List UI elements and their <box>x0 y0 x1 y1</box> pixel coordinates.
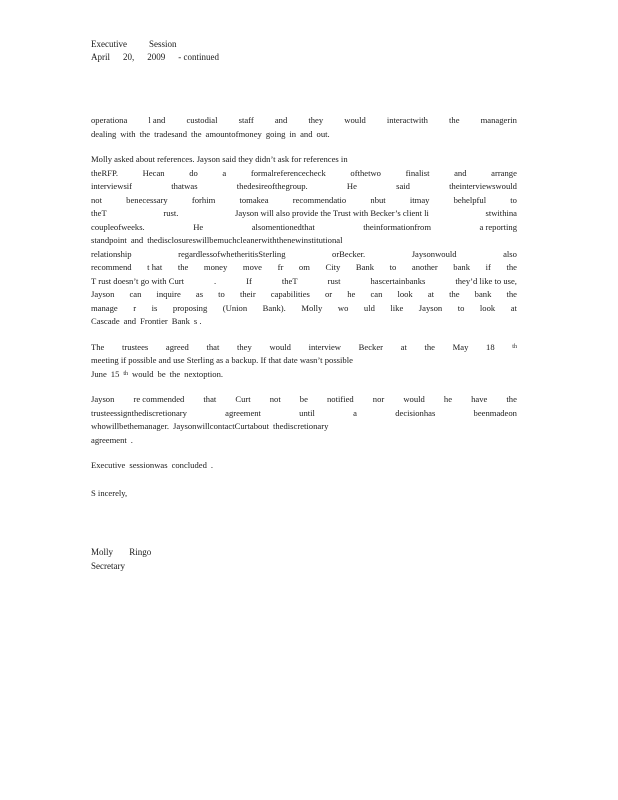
word: Executive <box>91 460 126 470</box>
word: . <box>214 275 217 286</box>
word: forhim <box>191 194 216 205</box>
word: (Union <box>222 302 248 313</box>
text-line <box>91 234 517 248</box>
header-line-1 <box>91 38 219 51</box>
word: that <box>203 394 217 404</box>
word: regardlessofwhetheritisSterling <box>178 248 286 259</box>
paragraph <box>91 487 517 501</box>
word: can <box>370 289 383 299</box>
word: Hecan <box>142 167 165 178</box>
word: whowillbethemanager. <box>91 421 170 431</box>
word: hascertainbanks <box>370 275 426 286</box>
word: interactwith <box>386 115 428 125</box>
word: relationship <box>91 248 132 259</box>
word: T rust doesn’t go with Curt <box>91 275 185 286</box>
text-line <box>91 487 517 501</box>
word: Jayson <box>418 302 443 313</box>
paragraph <box>91 459 517 473</box>
word: rust. <box>163 208 179 218</box>
word: alsomentionedthat <box>251 221 315 232</box>
word: Jayson will also provide the Trust with Becker’s client li <box>234 208 429 218</box>
paragraph <box>91 114 517 141</box>
header-word: 20, <box>123 52 135 62</box>
text-line <box>91 434 517 448</box>
word: recommend <box>91 262 132 272</box>
word: move <box>242 262 262 272</box>
word: a <box>222 167 227 178</box>
text-line <box>91 275 517 289</box>
text-line <box>91 407 517 421</box>
word: would <box>132 368 154 379</box>
word: like <box>390 302 404 313</box>
word: be <box>299 394 308 404</box>
word: the <box>169 368 181 379</box>
word: Bank <box>171 316 190 326</box>
signature-first-name: Molly <box>91 547 114 557</box>
word: l and <box>148 115 166 125</box>
word: recommendatio <box>292 194 347 205</box>
word: bank <box>453 262 470 272</box>
text-line <box>91 167 517 181</box>
word: the <box>177 262 189 272</box>
word: in <box>289 128 297 139</box>
word: to <box>457 302 465 313</box>
word: Curt <box>235 394 251 404</box>
word: they <box>237 341 252 352</box>
word: concluded <box>171 460 207 470</box>
word: thedisclosureswillbemuchcleanerwiththenewinstitutional <box>147 235 343 245</box>
word: would <box>344 115 366 125</box>
word: coupleofweeks. <box>91 221 145 232</box>
word: a <box>353 407 357 418</box>
word: Jaysonwould <box>411 248 457 259</box>
word: the <box>506 289 517 299</box>
word: at <box>510 302 517 313</box>
header-word: April <box>91 52 110 62</box>
word: the <box>506 394 517 404</box>
word: Bank). <box>262 302 286 313</box>
word: theT <box>91 208 107 218</box>
word: bank <box>474 289 492 299</box>
header-word: - continued <box>178 52 219 62</box>
word: they’d like to use, <box>455 275 517 286</box>
word: nor <box>372 394 385 404</box>
word: He <box>346 181 357 191</box>
word: Molly <box>301 302 323 313</box>
word: orBecker. <box>332 248 366 259</box>
word: be <box>157 368 166 379</box>
word: th <box>512 343 517 350</box>
text-line <box>91 288 517 302</box>
word: JaysonwillcontactCurtabout <box>173 421 269 431</box>
word: their <box>239 289 256 299</box>
word: at <box>400 341 407 352</box>
header-line-2 <box>91 51 219 64</box>
text-line <box>91 315 517 329</box>
word: decisionhas <box>395 407 436 418</box>
text-line <box>91 114 517 128</box>
word: notified <box>326 394 354 404</box>
word: stwithina <box>485 208 517 218</box>
word: uld <box>363 302 375 313</box>
word: theinterviewswould <box>449 181 517 191</box>
word: June <box>91 368 107 379</box>
word: th <box>123 370 129 377</box>
word: and <box>123 316 137 326</box>
word: and <box>130 235 144 245</box>
text-line <box>91 221 517 235</box>
signature-block <box>91 546 151 573</box>
word: rust <box>327 275 341 286</box>
word: look <box>479 302 496 313</box>
text-line <box>91 420 517 434</box>
word: Jayson <box>91 394 115 404</box>
header-word: 2009 <box>147 52 166 62</box>
text-line <box>91 393 517 407</box>
word: . <box>210 460 214 470</box>
word: managerin <box>480 115 517 125</box>
word: also <box>503 248 517 259</box>
word: Becker <box>358 341 384 352</box>
word: is <box>151 302 158 313</box>
word: wo <box>337 302 349 313</box>
text-line <box>91 354 517 368</box>
word: sessionwas <box>129 460 168 470</box>
word: to <box>389 262 397 272</box>
document-body <box>91 114 517 512</box>
word: or <box>324 289 333 299</box>
word: staff <box>238 115 254 125</box>
word: itmay <box>409 194 430 205</box>
word: not <box>269 394 281 404</box>
word: arrange <box>491 167 517 178</box>
signature-name <box>91 546 151 560</box>
word: benecessary <box>126 194 168 205</box>
word: and <box>454 167 467 178</box>
text-line <box>91 261 517 275</box>
word: r <box>133 302 137 313</box>
word: May <box>452 341 469 352</box>
signature-title: Secretary <box>91 560 125 571</box>
word: not <box>91 194 102 205</box>
word: manage <box>91 302 118 313</box>
word: the <box>506 262 517 272</box>
word: custodial <box>186 115 218 125</box>
word: agreed <box>165 341 189 352</box>
word: he <box>347 289 356 299</box>
word: out. <box>316 128 330 139</box>
word: Jayson <box>91 289 115 299</box>
paragraph <box>91 153 517 329</box>
word: and <box>274 115 288 125</box>
paragraph <box>91 341 517 382</box>
word: t hat <box>147 262 163 272</box>
header-word: Executive <box>91 39 127 49</box>
word: nextoption. <box>184 368 224 379</box>
word: . <box>130 434 133 445</box>
word: the <box>139 128 151 139</box>
text-line <box>91 248 517 262</box>
text-line <box>91 459 517 473</box>
word: om <box>298 262 310 272</box>
word: to <box>510 194 517 205</box>
word: money <box>203 262 228 272</box>
word: interview <box>308 341 342 352</box>
word: another <box>411 262 438 272</box>
word: and <box>300 128 313 139</box>
word: S incerely, <box>91 487 128 498</box>
page-header <box>91 38 219 64</box>
word: thatwas <box>171 181 198 191</box>
text-line <box>91 180 517 194</box>
text-line <box>91 153 517 167</box>
text-line <box>91 341 517 355</box>
word: going <box>265 128 286 139</box>
word: if <box>485 262 491 272</box>
text-line <box>91 194 517 208</box>
word: until <box>299 407 315 418</box>
word: the <box>424 341 435 352</box>
word: Molly asked about references. Jayson said they didn’t ask for references in <box>91 154 348 164</box>
word: standpoint <box>91 235 127 245</box>
word: to <box>218 289 225 299</box>
word: s . <box>193 316 202 326</box>
word: the <box>449 115 460 125</box>
word: a reporting <box>479 221 517 232</box>
word: dealing <box>91 128 117 139</box>
text-line <box>91 302 517 316</box>
word: would <box>403 394 425 404</box>
word: trustees <box>122 341 149 352</box>
word: meeting if possible and use Sterling as a backup. If that date wasn’t possible <box>91 355 353 365</box>
text-line <box>91 368 517 382</box>
word: the <box>449 289 460 299</box>
word: tomakea <box>239 194 269 205</box>
word: theinformationfrom <box>363 221 432 232</box>
word: City <box>325 262 341 272</box>
word: thediscretionary <box>273 421 329 431</box>
word: thedesireofthegroup. <box>236 181 308 191</box>
word: Cascade <box>91 316 120 326</box>
word: finalist <box>405 167 430 178</box>
word: If <box>246 275 252 286</box>
word: tradesand <box>154 128 188 139</box>
word: amountofmoney <box>205 128 262 139</box>
word: Frontier <box>140 316 168 326</box>
word: nbut <box>370 194 386 205</box>
word: look <box>397 289 413 299</box>
word: He <box>193 221 204 232</box>
word: interviewsif <box>91 181 133 191</box>
word: formalreferencecheck <box>250 167 326 178</box>
signature-last-name: Ringo <box>129 547 152 557</box>
word: inquire <box>156 289 181 299</box>
word: the <box>191 128 202 139</box>
word: proposing <box>172 302 208 313</box>
word: behelpful <box>453 194 487 205</box>
text-line <box>91 207 517 221</box>
word: theRFP. <box>91 167 118 178</box>
word: fr <box>277 262 284 272</box>
word: he <box>443 394 453 404</box>
header-word: Session <box>148 39 177 49</box>
word: trusteessignthediscretionary <box>91 407 187 418</box>
word: agreement <box>225 407 261 418</box>
word: agreement <box>91 434 127 445</box>
word: said <box>396 181 410 191</box>
word: The <box>91 341 105 352</box>
word: 15 <box>110 368 120 379</box>
word: ofthetwo <box>350 167 381 178</box>
word: capabilities <box>270 289 310 299</box>
word: can <box>129 289 142 299</box>
word: theT <box>281 275 298 286</box>
word: have <box>471 394 488 404</box>
word: 18 <box>486 341 495 352</box>
word: beenmadeon <box>473 407 517 418</box>
word: with <box>120 128 136 139</box>
word: Bank <box>355 262 375 272</box>
word: re commended <box>133 394 185 404</box>
word: do <box>189 167 198 178</box>
word: they <box>308 115 324 125</box>
word: would <box>269 341 291 352</box>
paragraph <box>91 393 517 447</box>
text-line <box>91 128 517 142</box>
word: at <box>427 289 435 299</box>
word: as <box>195 289 204 299</box>
word: that <box>206 341 220 352</box>
word: operationa <box>91 115 128 125</box>
